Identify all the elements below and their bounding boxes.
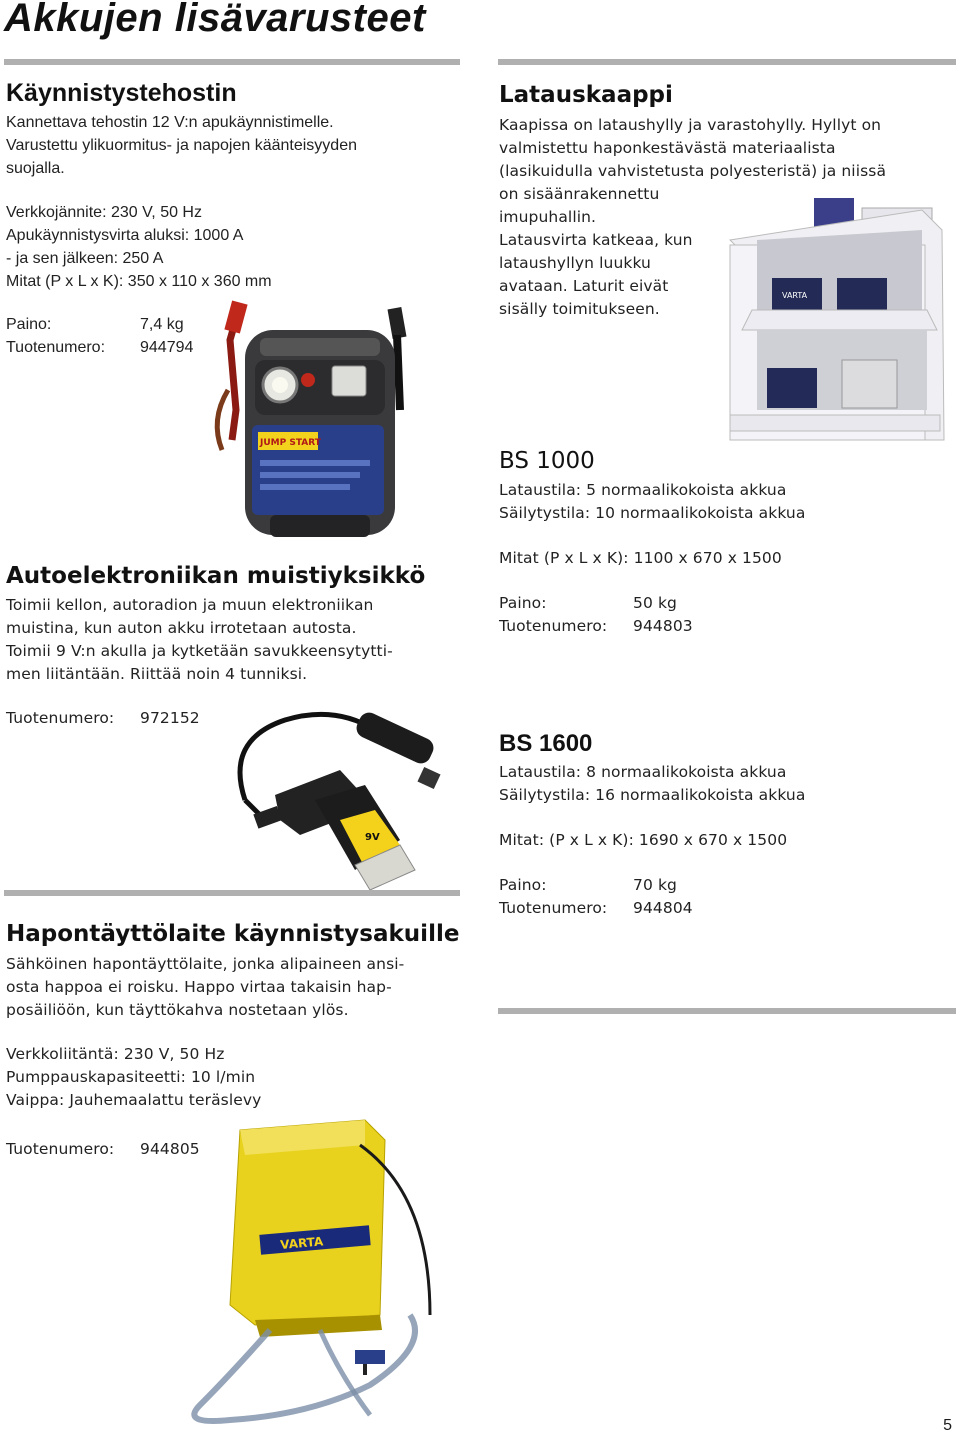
memory-unit-heading: Autoelektroniikan muistiyksikkö: [6, 563, 426, 589]
weight-value: 50 kg: [633, 594, 677, 612]
jump-starter-specs: [6, 201, 272, 293]
product-number-value: 944804: [633, 899, 693, 917]
spec-line: Pumppauskapasiteetti: 10 l/min: [6, 1068, 256, 1086]
jump-starter-meta: [6, 313, 193, 359]
weight-value: 70 kg: [633, 876, 677, 894]
memory-unit-meta: [6, 707, 200, 730]
desc-line: men liitäntään. Riittää noin 4 tunniksi.: [6, 665, 308, 683]
desc-line: Sähköinen hapontäyttölaite, jonka alipaineen ansi-: [6, 955, 405, 973]
desc-line: lataushyllyn luukku: [499, 254, 651, 272]
acid-filler-description: [6, 953, 404, 1022]
spec-line: Säilytystila: 16 normaalikokoista akkua: [499, 786, 806, 804]
section-divider: [498, 1008, 956, 1014]
acid-filler-heading: Hapontäyttölaite käynnistysakuille: [6, 921, 460, 947]
spec-line: Verkkoliitäntä: 230 V, 50 Hz: [6, 1045, 225, 1063]
bs1000-heading: BS 1000: [499, 448, 595, 474]
desc-line: muistina, kun auton akku irrotetaan autosta.: [6, 619, 357, 637]
desc-line: Kannettava tehostin 12 V:n apukäynnistimelle.: [6, 114, 334, 131]
spec-line: Lataustila: 8 normaalikokoista akkua: [499, 763, 787, 781]
memory-unit-description: [6, 594, 393, 686]
product-number-value: 944805: [140, 1140, 200, 1158]
desc-line: suojalla.: [6, 160, 65, 177]
page-number: 5: [943, 1417, 952, 1434]
bs1600-heading: BS 1600: [499, 730, 593, 757]
spec-line: Apukäynnistysvirta aluksi: 1000 A: [6, 227, 244, 244]
spec-line: Vaippa: Jauhemaalattu teräslevy: [6, 1091, 262, 1109]
jump-starter-image: [200, 300, 425, 540]
desc-line: Kaapissa on lataushylly ja varastohylly. Hyllyt on: [499, 116, 882, 134]
spec-line: - ja sen jälkeen: 250 A: [6, 250, 164, 267]
desc-line: Toimii 9 V:n akulla ja kytketään savukkeensytytti-: [6, 642, 393, 660]
acid-filler-specs: [6, 1043, 261, 1112]
weight-value: 7,4 kg: [140, 316, 184, 333]
product-number-label: Tuotenumero:: [6, 1140, 115, 1158]
product-number-value: 944794: [140, 339, 194, 356]
desc-line: valmistettu haponkestävästä materiaalista: [499, 139, 836, 157]
spec-line: Verkkojännite: 230 V, 50 Hz: [6, 204, 202, 221]
spec-line: Säilytystila: 10 normaalikokoista akkua: [499, 504, 806, 522]
acid-filler-image: [170, 1115, 470, 1435]
battery-label: 9V: [365, 832, 380, 843]
product-number-value: 944803: [633, 617, 693, 635]
desc-line: (lasikuidulla vahvistetusta polyesteristä) ja niissä: [499, 162, 887, 180]
weight-label: Paino:: [6, 316, 52, 333]
product-number-label: Tuotenumero:: [499, 617, 608, 635]
section-divider: [4, 890, 460, 896]
desc-line: Varustettu ylikuormitus- ja napojen käänteisyyden: [6, 137, 357, 154]
desc-line: on sisäänrakennettu: [499, 185, 660, 203]
desc-line: Toimii kellon, autoradion ja muun elektroniikan: [6, 596, 374, 614]
bs1600-details: [499, 761, 805, 807]
spec-line: Lataustila: 5 normaalikokoista akkua: [499, 481, 787, 499]
charging-cabinet-heading: Latauskaappi: [499, 82, 673, 108]
jump-starter-description: [6, 111, 357, 180]
section-divider: [4, 59, 460, 65]
spec-line: Mitat (P x L x K): 350 x 110 x 360 mm: [6, 273, 272, 290]
product-number-label: Tuotenumero:: [499, 899, 608, 917]
desc-line: imupuhallin.: [499, 208, 597, 226]
bs1600-dimensions: Mitat: (P x L x K): 1690 x 670 x 1500: [499, 831, 788, 849]
bs1000-meta: [499, 592, 693, 638]
varta-label: VARTA: [782, 291, 808, 300]
memory-unit-image: [215, 700, 455, 900]
charging-cabinet-image: [722, 190, 952, 445]
bs1600-meta: [499, 874, 693, 920]
bs1000-details: [499, 479, 805, 525]
desc-line: avataan. Laturit eivät: [499, 277, 669, 295]
section-divider: [498, 59, 956, 65]
product-number-value: 972152: [140, 709, 200, 727]
varta-logo: VARTA: [279, 1234, 324, 1253]
desc-line: Latausvirta katkeaa, kun: [499, 231, 693, 249]
product-number-label: Tuotenumero:: [6, 339, 106, 356]
page-title: Akkujen lisävarusteet: [4, 0, 426, 40]
product-number-label: Tuotenumero:: [6, 709, 115, 727]
desc-line: posäiliöön, kun täyttökahva nostetaan ylös.: [6, 1001, 349, 1019]
desc-line: sisälly toimitukseen.: [499, 300, 660, 318]
weight-label: Paino:: [499, 594, 547, 612]
desc-line: osta happoa ei roisku. Happo virtaa takaisin hap-: [6, 978, 392, 996]
bs1000-dimensions: Mitat (P x L x K): 1100 x 670 x 1500: [499, 549, 782, 567]
weight-label: Paino:: [499, 876, 547, 894]
jump-starter-heading: Käynnistystehostin: [6, 79, 237, 107]
jump-start-label: JUMP START: [260, 438, 321, 448]
